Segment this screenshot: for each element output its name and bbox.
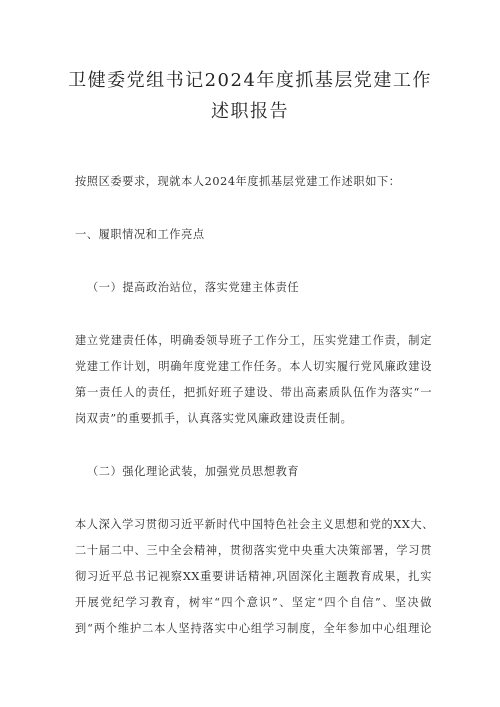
- paragraph-2-line-1: 本人深入学习贯彻习近平新时代中国特色社会主义思想和党的XX大、: [75, 518, 434, 531]
- document-title-line-1: 卫健委党组书记2024年度抓基层党建工作: [68, 70, 432, 91]
- paragraph-2-line-2: 二十届二中、三中全会精神，贯彻落实党中央重大决策部署，学习贯: [75, 544, 432, 557]
- paragraph-1-line-2: 党建工作计划，明确年度党建工作任务。本人切实履行党风廉政建设: [75, 360, 432, 373]
- subsection-heading-2: （二）强化理论武装，加强党员思想教育: [87, 465, 300, 478]
- paragraph-1-line-1: 建立党建责任体，明确委领导班子工作分工，压实党建工作责，制定: [75, 334, 432, 347]
- paragraph-1-line-3: 第一责任人的责任，把抓好班子建设、带出高素质队伍作为落实“一: [75, 386, 432, 399]
- document-title-line-2: 述职报告: [211, 101, 289, 122]
- paragraph-2-line-4: 开展党纪学习教育，树牢“四个意识”、坚定“四个自信”、坚决做: [75, 596, 432, 609]
- paragraph-2-line-5: 到“两个维护二本人坚持落实中心组学习制度，全年参加中心组理论: [75, 622, 432, 635]
- paragraph-2-line-3: 彻习近平总书记视察XX重要讲话精神,巩固深化主题教育成果，扎实: [75, 570, 432, 583]
- section-heading-1: 一、履职情况和工作亮点: [75, 228, 205, 241]
- paragraph-1-line-4: 岗双责”的重要抓手，认真落实党风廉政建设责任制。: [75, 412, 353, 425]
- subsection-heading-1: （一）提高政治站位，落实党建主体责任: [87, 281, 300, 294]
- intro-paragraph: 按照区委要求，现就本人2024年度抓基层党建工作述职如下：: [75, 175, 401, 188]
